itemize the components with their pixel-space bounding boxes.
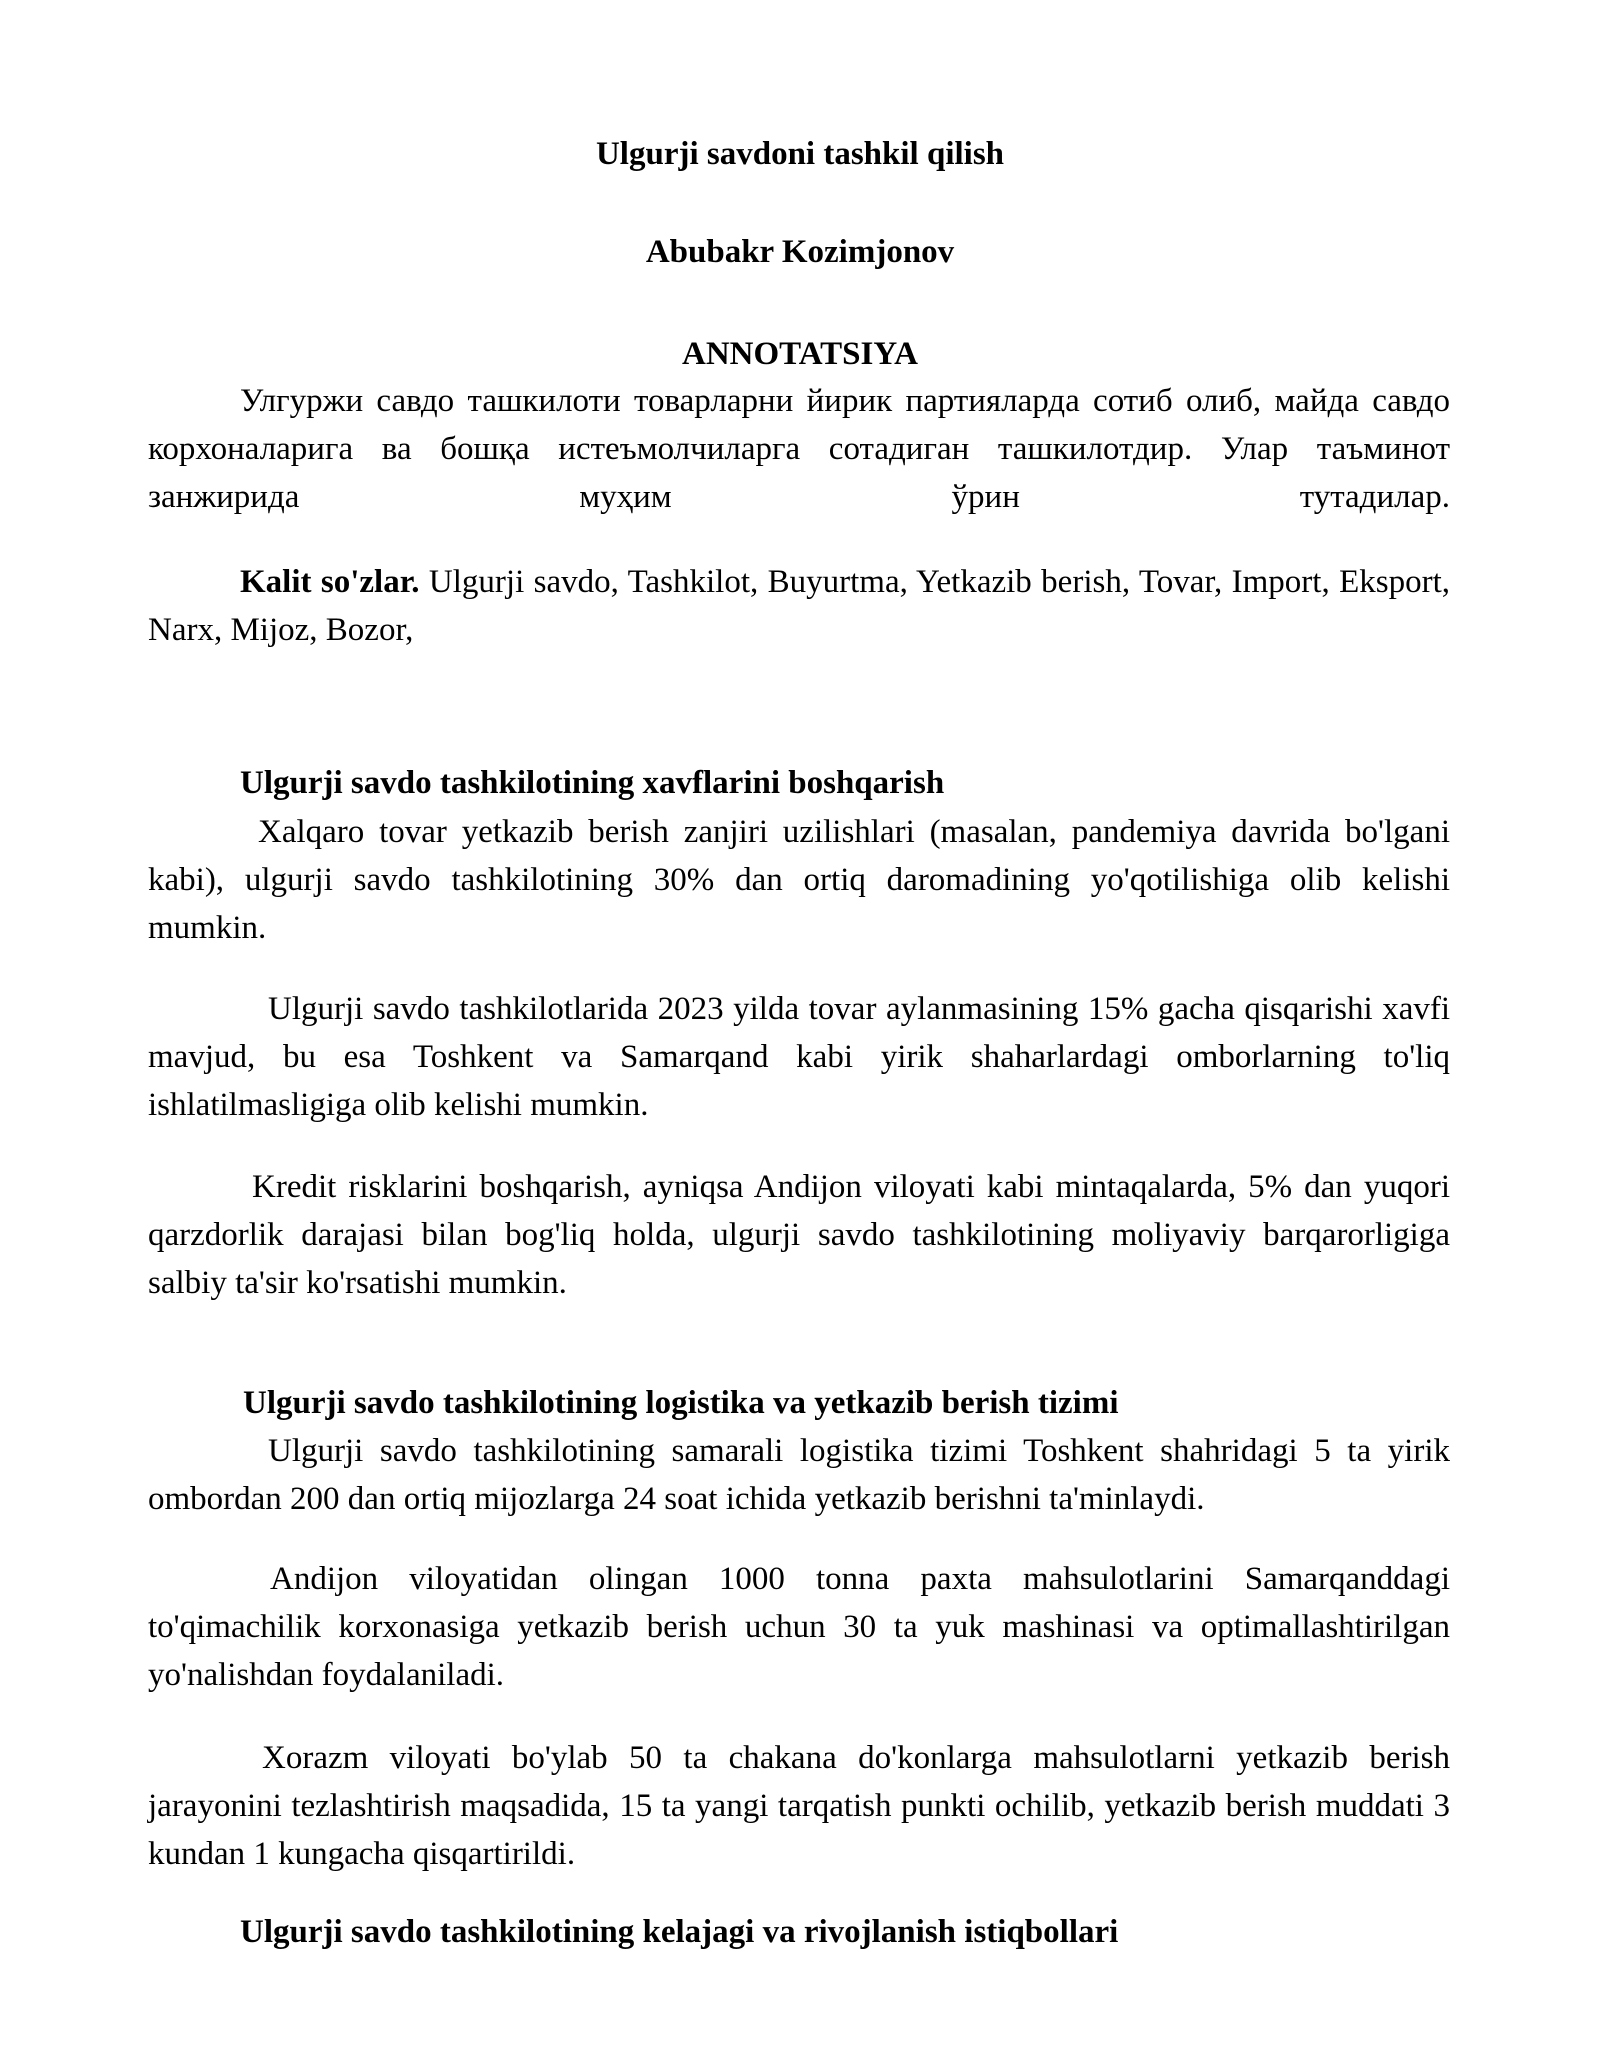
- section-heading-logistics: Ulgurji savdo tashkilotining logistika va yetkazib berish tizimi: [243, 1385, 1119, 1421]
- keywords-paragraph: [148, 558, 1450, 654]
- paragraph: Xalqaro tovar yetkazib berish zanjiri uzilishlari (masalan, pandemiya davrida bo'lgani kabi), ulgurji savdo tashkilotining 30% dan ortiq daromadining yo'qotilishiga olib kelishi mumkin.: [148, 814, 1450, 946]
- paragraph: Ulgurji savdo tashkilotlarida 2023 yilda tovar aylanmasining 15% gacha qisqarishi xavfi mavjud, bu esa Toshkent va Samarqand kabi yirik shaharlardagi omborlarning to'liq ishlatilmasligiga olib kelishi mumkin.: [148, 991, 1450, 1123]
- author-name: Abubakr Kozimjonov: [645, 234, 955, 270]
- document-title: Ulgurji savdoni tashkil qilish: [595, 136, 1005, 172]
- paragraph: Andijon viloyatidan olingan 1000 tonna paxta mahsulotlarini Samarqanddagi to'qimachilik korxonasiga yetkazib berish uchun 30 ta yuk mashinasi va optimallashtirilgan yo'nalishdan foydalaniladi.: [148, 1561, 1450, 1693]
- section-heading-future: Ulgurji savdo tashkilotining kelajagi va rivojlanish istiqbollari: [240, 1914, 1119, 1950]
- keywords-label: Kalit so'zlar.: [240, 564, 420, 600]
- keywords-list: Ulgurji savdo, Tashkilot, Buyurtma, Yetkazib berish, Tovar, Import, Eksport, Narx, Mijoz, Bozor,: [148, 564, 1450, 648]
- paragraph: Xorazm viloyati bo'ylab 50 ta chakana do'konlarga mahsulotlarni yetkazib berish jarayonini tezlashtirish maqsadida, 15 ta yangi tarqatish punkti ochilib, yetkazib berish muddati 3 kundan 1 kungacha qisqartirildi.: [148, 1740, 1450, 1872]
- paragraph: Kredit risklarini boshqarish, ayniqsa Andijon viloyati kabi mintaqalarda, 5% dan yuqori qarzdorlik darajasi bilan bog'liq holda, ulgurji savdo tashkilotining moliyaviy barqarorligiga salbiy ta'sir ko'rsatishi mumkin.: [148, 1169, 1450, 1301]
- annotation-paragraph: Улгуржи савдо ташкилоти товарларни йирик партияларда сотиб олиб, майда савдо корхоналарига ва бошқа истеъмолчиларга сотадиган ташкилотдир. Улар таъминот занжирида муҳим ўрин тутадилар.: [148, 383, 1450, 515]
- section-heading-risk: Ulgurji savdo tashkilotining xavflarini boshqarish: [240, 765, 945, 801]
- annotation-heading: ANNOTATSIYA: [682, 336, 918, 372]
- paragraph: Ulgurji savdo tashkilotining samarali logistika tizimi Toshkent shahridagi 5 ta yirik ombordan 200 dan ortiq mijozlarga 24 soat ichida yetkazib berishni ta'minlaydi.: [148, 1433, 1450, 1517]
